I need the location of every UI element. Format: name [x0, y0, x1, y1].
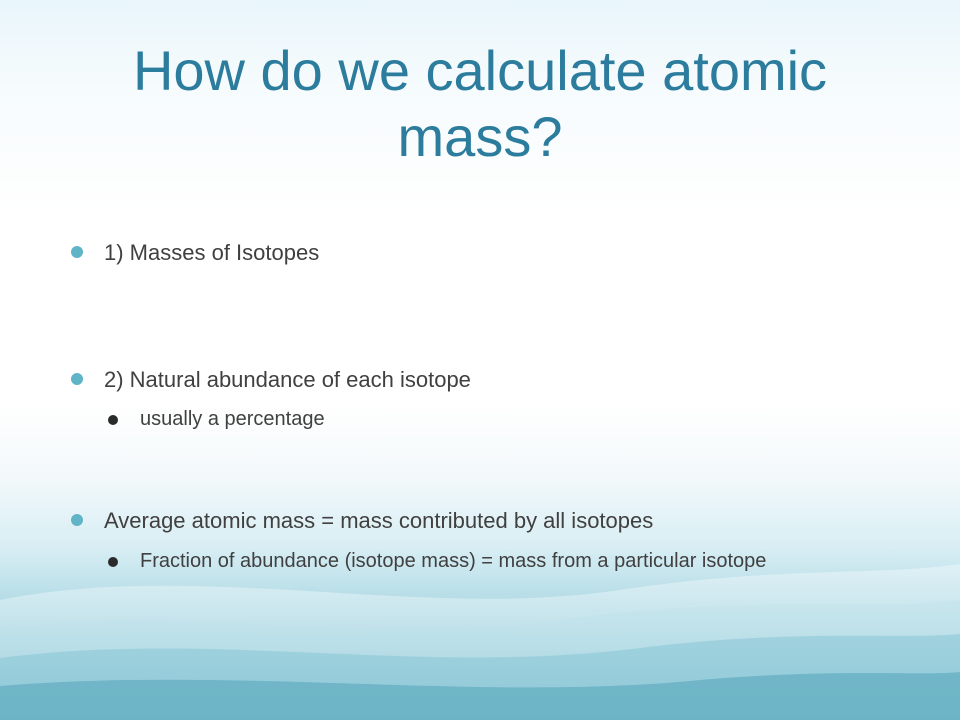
sub-bullet-text: usually a percentage: [140, 408, 325, 430]
bullet-dot-icon: [71, 514, 83, 526]
bullet-dot-icon: [71, 246, 83, 258]
bullet-masses-of-isotopes: [104, 240, 319, 266]
bullet-average-atomic-mass: [104, 508, 653, 534]
bullet-text: 1) Masses of Isotopes: [104, 240, 320, 265]
bullet-text: Average atomic mass = mass contributed by all isotopes: [104, 508, 654, 533]
bullet-dot-icon: [71, 373, 83, 385]
sub-bullet-dot-icon: [108, 415, 118, 425]
bullet-natural-abundance: [104, 367, 471, 393]
slide-title: How do we calculate atomic mass?: [132, 39, 828, 168]
sub-bullet-dot-icon: [108, 557, 118, 567]
bullet-text: 2) Natural abundance of each isotope: [104, 367, 471, 392]
sub-bullet-text: Fraction of abundance (isotope mass) = mass from a particular isotope: [140, 550, 767, 572]
sub-bullet-usually-percentage: [140, 407, 325, 432]
sub-bullet-fraction-of-abundance: [140, 549, 870, 574]
